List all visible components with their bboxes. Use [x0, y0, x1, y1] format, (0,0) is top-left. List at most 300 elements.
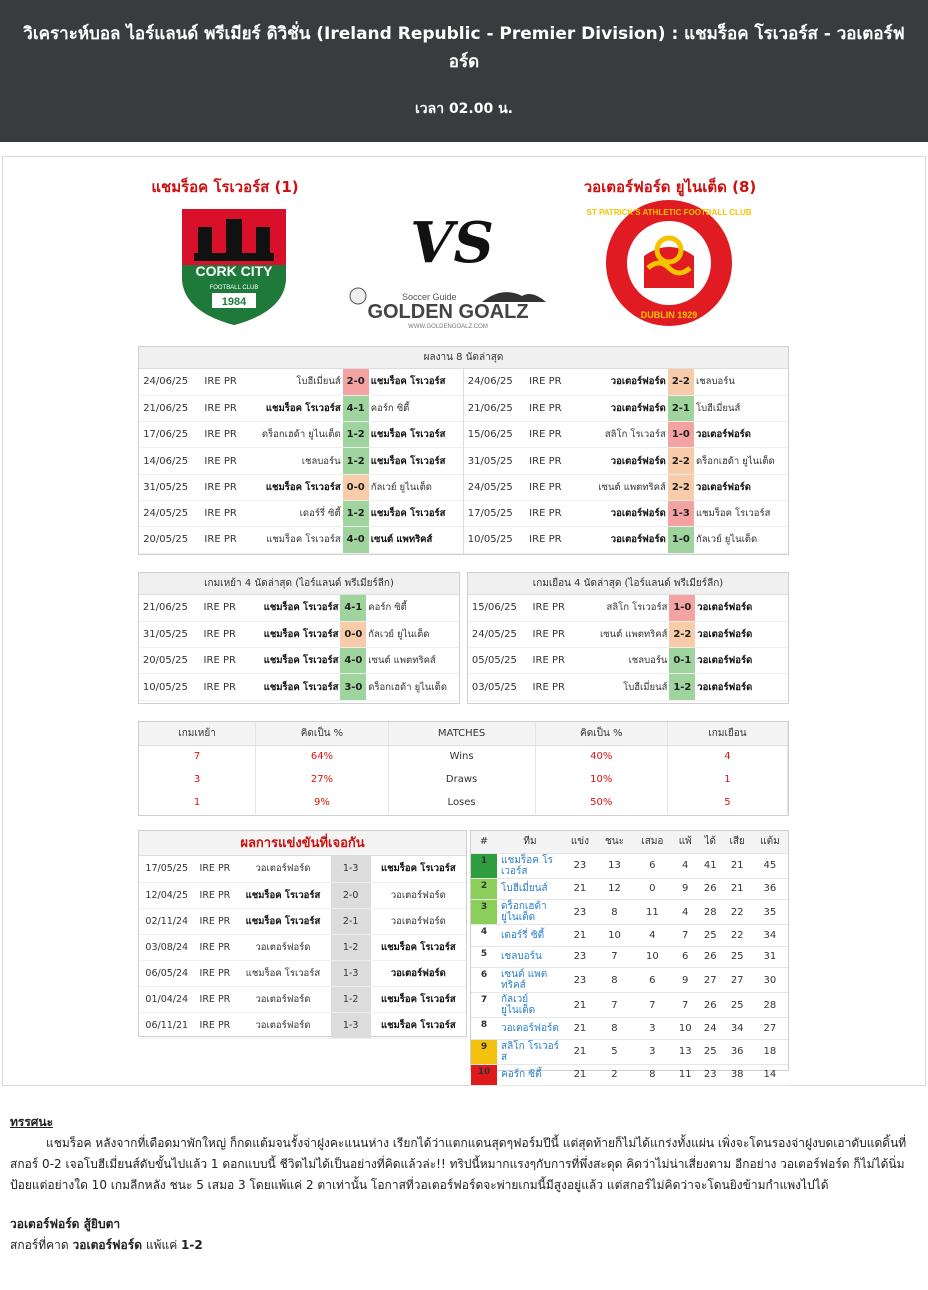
h2h-date: 06/05/24: [139, 960, 195, 986]
h2h-league: IRE PR: [195, 986, 236, 1012]
last8-home-table: [139, 369, 463, 554]
result-row: [464, 448, 789, 474]
league-cell-p: 21: [563, 1018, 597, 1040]
match-score: 2-2: [668, 474, 694, 500]
match-score: 1-2: [669, 674, 695, 700]
result-row: [139, 674, 459, 700]
h2h-league: IRE PR: [195, 960, 236, 986]
league-header-cell: ชนะ: [597, 831, 632, 853]
league-cell-l: 9: [673, 968, 698, 993]
match-date: 10/05/25: [464, 527, 517, 553]
result-row: [139, 648, 459, 674]
away-team: แชมร็อค โรเวอร์ส: [369, 369, 463, 395]
league-row: [471, 853, 788, 878]
h2h-date: 01/04/24: [139, 986, 195, 1012]
away-team: ดร็อกเฮด้า ยูไนเต็ด: [694, 448, 788, 474]
league-team: เซนต์ แพตทริคส์: [497, 968, 563, 993]
league-cell-w: 12: [597, 878, 632, 900]
match-score: 2-2: [669, 621, 695, 647]
match-score: 0-0: [343, 474, 369, 500]
match-date: 24/05/25: [139, 500, 192, 526]
league-cell-d: 6: [632, 853, 673, 878]
away-team: แชมร็อค โรเวอร์ส: [369, 422, 463, 448]
h2h-home: วอเตอร์ฟอร์ด: [235, 934, 330, 960]
league-cell-pts: 28: [752, 993, 788, 1018]
league-position: 3: [471, 900, 497, 925]
league-cell-d: 7: [632, 993, 673, 1018]
kickoff-time: เวลา 02.00 น.: [414, 101, 513, 117]
result-row: [464, 395, 789, 421]
home-team: โบฮีเมี่ยนส์: [249, 369, 343, 395]
league-position: 1: [471, 853, 497, 878]
stats-cell: 7: [139, 745, 256, 768]
home-team: เซนต์ แพตทริคส์: [577, 621, 670, 647]
svg-text:GOLDEN GOALZ: GOLDEN GOALZ: [367, 301, 529, 323]
league-position: 2: [471, 878, 497, 900]
h2h-score: 1-3: [331, 856, 371, 882]
league-code: IRE PR: [192, 369, 249, 395]
stats-header-cell: เกมเหย้า: [139, 722, 256, 745]
h2h-league: IRE PR: [195, 856, 236, 882]
golden-goalz-logo: [332, 284, 564, 334]
league-team: กัลเวย์ ยูไนเต็ด: [497, 993, 563, 1018]
league-position: 8: [471, 1018, 497, 1040]
away-team: เซนต์ แพตทริคส์: [366, 648, 459, 674]
home-team: วอเตอร์ฟอร์ด: [574, 527, 668, 553]
match-date: 24/05/25: [464, 474, 517, 500]
league-row: [471, 1064, 788, 1086]
home-team: เซนต์ แพตทริคส์: [574, 474, 668, 500]
home-team: เชลบอร์น: [577, 648, 670, 674]
league-cell-pts: 35: [752, 900, 788, 925]
league-code: IRE PR: [192, 395, 249, 421]
away-team: กัลเวย์ ยูไนเต็ด: [694, 527, 788, 553]
league-code: IRE PR: [192, 474, 249, 500]
league-cell-w: 10: [597, 925, 632, 947]
league-code: IRE PR: [517, 448, 574, 474]
league-cell-l: 7: [673, 925, 698, 947]
league-table-panel: [470, 830, 789, 1081]
match-score: 0-0: [340, 621, 366, 647]
match-date: 20/05/25: [139, 527, 192, 553]
league-code: IRE PR: [517, 527, 574, 553]
h2h-row: [139, 856, 466, 882]
h2h-league: IRE PR: [195, 934, 236, 960]
league-cell-p: 23: [563, 900, 597, 925]
league-code: IRE PR: [517, 422, 574, 448]
league-cell-d: 3: [632, 1018, 673, 1040]
league-code: IRE PR: [192, 500, 249, 526]
league-header-cell: ทีม: [497, 831, 563, 853]
match-date: 24/05/25: [468, 621, 521, 647]
h2h-row: [139, 934, 466, 960]
predicted-score: สกอร์ที่คาด วอเตอร์ฟอร์ด แพ้แค่ 1-2: [10, 1238, 203, 1252]
league-cell-l: 9: [673, 878, 698, 900]
stats-header-cell: คิดเป็น %: [535, 722, 667, 745]
svg-text:ST PATRICK'S ATHLETIC FOOTBALL: ST PATRICK'S ATHLETIC FOOTBALL CLUB: [586, 208, 752, 217]
stats-cell: 10%: [535, 768, 667, 791]
match-date: 03/05/25: [468, 674, 521, 700]
league-cell-gf: 25: [698, 1039, 723, 1064]
league-code: IRE PR: [521, 621, 577, 647]
league-position: 10: [471, 1064, 497, 1086]
match-score: 1-0: [668, 527, 694, 553]
league-header-row: [471, 831, 788, 853]
league-code: IRE PR: [521, 674, 577, 700]
league-cell-w: 8: [597, 900, 632, 925]
h2h-away: แชมร็อค โรเวอร์ส: [371, 1012, 466, 1038]
result-row: [139, 621, 459, 647]
away-team: วอเตอร์ฟอร์ด: [695, 621, 788, 647]
home-team: แชมร็อค โรเวอร์ส: [248, 621, 341, 647]
away-team-name: วอเตอร์ฟอร์ด ยูไนเต็ด (8): [583, 178, 757, 196]
league-header-cell: แพ้: [673, 831, 698, 853]
league-team: เดอร์รี่ ซิตี้: [497, 925, 563, 947]
match-date: 24/06/25: [464, 369, 517, 395]
home-team: วอเตอร์ฟอร์ด: [574, 369, 668, 395]
league-cell-gf: 28: [698, 900, 723, 925]
away-team: คอร์ก ซิตี้: [369, 395, 463, 421]
league-code: IRE PR: [192, 422, 249, 448]
match-score: 2-2: [668, 369, 694, 395]
last8-caption: ผลงาน 8 นัดล่าสุด: [139, 347, 788, 369]
stats-cell: 9%: [256, 791, 388, 814]
h2h-home: วอเตอร์ฟอร์ด: [235, 856, 330, 882]
league-cell-w: 8: [597, 968, 632, 993]
league-cell-d: 8: [632, 1064, 673, 1086]
stats-header-cell: เกมเยือน: [667, 722, 787, 745]
league-position: 6: [471, 968, 497, 993]
league-cell-ga: 36: [723, 1039, 752, 1064]
result-row: [464, 474, 789, 500]
league-code: IRE PR: [192, 674, 248, 700]
result-row: [139, 527, 463, 553]
home-team: โบฮีเมี่ยนส์: [577, 674, 670, 700]
league-cell-l: 6: [673, 946, 698, 968]
away-team: เชลบอร์น: [694, 369, 788, 395]
match-date: 31/05/25: [139, 621, 192, 647]
h2h-caption: ผลการแข่งขันที่เจอกัน: [139, 831, 466, 856]
result-row: [468, 621, 788, 647]
match-score: 4-0: [340, 648, 366, 674]
match-date: 20/05/25: [139, 648, 192, 674]
stats-cell: 1: [667, 768, 787, 791]
league-header-cell: เสีย: [723, 831, 752, 853]
svg-text:WWW.GOLDENGOALZ.COM: WWW.GOLDENGOALZ.COM: [408, 324, 488, 330]
league-code: IRE PR: [521, 648, 577, 674]
league-code: IRE PR: [517, 395, 574, 421]
match-date: 15/06/25: [468, 595, 521, 621]
away-team: วอเตอร์ฟอร์ด: [695, 595, 788, 621]
league-cell-gf: 26: [698, 993, 723, 1018]
league-cell-gf: 25: [698, 925, 723, 947]
last4-away-table: [468, 595, 788, 701]
home-team: วอเตอร์ฟอร์ด: [574, 395, 668, 421]
last8-away-table: [464, 369, 789, 554]
league-code: IRE PR: [517, 474, 574, 500]
h2h-away: แชมร็อค โรเวอร์ส: [371, 856, 466, 882]
stats-header-cell: MATCHES: [388, 722, 535, 745]
analysis-body: แชมร็อค หลังจากที่เดือดมาพักใหญ่ ก็กดแต้มจนรั้งจ่าฝูงคะแนนห่าง เรียกได้ว่าแตกแดนสุดๆฟอร์มปีนี้ แต่สุดท้ายก็ไม่ได้แกร่งทั้งแผ่น เพิ่งจะโดนรองจ่าฝูงบดเอาดับแดดิ้นที่สกอร์ 0-2 เจอโบฮีเมี่ยนส์ดับขั้นไปแล้ว 1 ดอกแบบนี้ ชีวิตไม่ได้เป็นอย่างที่คิดแล้วล่ะ!! ทริปนี้หมากแรงๆกับการที่พึ่งสะดุด คิดว่าไม่น่าเสี่ยงตาม อีกอย่าง วอเตอร์ฟอร์ด ก็ไม่ได้นิ่มป้อยแต่อย่างใด 10 เกมลีกหลัง ชนะ 5 เสมอ 3 โดยแพ้แค่ 2 ตาเท่านั้น โอกาสที่วอเตอร์ฟอร์ดจะพ่ายเกมนี้มีสูงอยู่แล้ว แต่สกอร์ไม่คิดว่าจะโดนยิงข้ามกำแพงไปได้: [10, 1136, 907, 1192]
stats-cell: Loses: [388, 791, 535, 814]
svg-text:1984: 1984: [221, 296, 247, 308]
league-cell-gf: 23: [698, 1064, 723, 1086]
analysis-pick: วอเตอร์ฟอร์ด สู้ยิบตา: [10, 1217, 121, 1231]
result-row: [464, 422, 789, 448]
league-cell-l: 13: [673, 1039, 698, 1064]
h2h-score: 1-2: [331, 986, 371, 1012]
h2h-away: วอเตอร์ฟอร์ด: [371, 960, 466, 986]
league-cell-ga: 38: [723, 1064, 752, 1086]
away-team: กัลเวย์ ยูไนเต็ด: [369, 474, 463, 500]
league-position: 7: [471, 993, 497, 1018]
h2h-row: [139, 908, 466, 934]
match-date: 24/06/25: [139, 369, 192, 395]
league-cell-p: 23: [563, 946, 597, 968]
result-row: [139, 422, 463, 448]
stats-header-cell: คิดเป็น %: [256, 722, 388, 745]
league-cell-d: 10: [632, 946, 673, 968]
home-team: สลิโก โรเวอร์ส: [574, 422, 668, 448]
league-cell-p: 21: [563, 993, 597, 1018]
match-score: 0-1: [669, 648, 695, 674]
analysis-section: [10, 1112, 914, 1256]
league-cell-pts: 31: [752, 946, 788, 968]
match-date: 21/06/25: [464, 395, 517, 421]
league-cell-d: 4: [632, 925, 673, 947]
svg-text:VS: VS: [410, 210, 494, 276]
h2h-date: 03/08/24: [139, 934, 195, 960]
stats-cell: 3: [139, 768, 256, 791]
league-cell-p: 21: [563, 1039, 597, 1064]
home-team: ดร็อกเฮด้า ยูไนเต็ด: [249, 422, 343, 448]
match-score: 1-2: [343, 422, 369, 448]
match-score: 1-3: [668, 500, 694, 526]
home-team: แชมร็อค โรเวอร์ส: [248, 648, 341, 674]
league-code: IRE PR: [517, 369, 574, 395]
svg-text:Soccer Guide: Soccer Guide: [402, 292, 457, 302]
league-code: IRE PR: [521, 595, 577, 621]
league-cell-ga: 22: [723, 900, 752, 925]
result-row: [464, 527, 789, 553]
league-code: IRE PR: [192, 648, 248, 674]
away-team: เซนต์ แพทริคส์: [369, 527, 463, 553]
match-score: 1-2: [343, 500, 369, 526]
h2h-home: แชมร็อค โรเวอร์ส: [235, 908, 330, 934]
league-code: IRE PR: [192, 448, 249, 474]
match-score: 3-0: [340, 674, 366, 700]
match-date: 14/06/25: [139, 448, 192, 474]
stats-panel: [138, 721, 789, 816]
stats-table: [139, 722, 788, 814]
away-team: กัลเวย์ ยูไนเต็ด: [366, 621, 459, 647]
h2h-score: 1-2: [331, 934, 371, 960]
match-score: 2-1: [668, 395, 694, 421]
league-code: IRE PR: [517, 500, 574, 526]
league-position: 5: [471, 946, 497, 968]
h2h-away: วอเตอร์ฟอร์ด: [371, 882, 466, 908]
league-cell-l: 4: [673, 853, 698, 878]
svg-text:CORK CITY: CORK CITY: [195, 263, 273, 279]
league-cell-d: 0: [632, 878, 673, 900]
result-row: [464, 500, 789, 526]
league-cell-w: 2: [597, 1064, 632, 1086]
league-cell-pts: 18: [752, 1039, 788, 1064]
league-cell-pts: 34: [752, 925, 788, 947]
league-cell-d: 6: [632, 968, 673, 993]
h2h-row: [139, 882, 466, 908]
away-team: วอเตอร์ฟอร์ด: [694, 422, 788, 448]
match-date: 21/06/25: [139, 595, 192, 621]
svg-text:DUBLIN 1929: DUBLIN 1929: [640, 310, 698, 320]
h2h-away: แชมร็อค โรเวอร์ส: [371, 934, 466, 960]
stats-cell: 50%: [535, 791, 667, 814]
match-date: 17/06/25: [139, 422, 192, 448]
match-date: 10/05/25: [139, 674, 192, 700]
league-team: ดร็อกเฮด้า ยูไนเต็ด: [497, 900, 563, 925]
away-team-logo: [586, 198, 752, 328]
league-cell-gf: 41: [698, 853, 723, 878]
h2h-date: 12/04/25: [139, 882, 195, 908]
vs-graphic: [410, 210, 494, 276]
match-score: 1-0: [668, 422, 694, 448]
stats-cell: 5: [667, 791, 787, 814]
h2h-home: แชมร็อค โรเวอร์ส: [235, 960, 330, 986]
last4-home-table: [139, 595, 459, 701]
home-team: วอเตอร์ฟอร์ด: [574, 500, 668, 526]
h2h-row: [139, 960, 466, 986]
league-row: [471, 1018, 788, 1040]
h2h-row: [139, 986, 466, 1012]
h2h-league: IRE PR: [195, 882, 236, 908]
league-cell-l: 7: [673, 993, 698, 1018]
match-score: 4-1: [343, 395, 369, 421]
svg-text:FOOTBALL CLUB: FOOTBALL CLUB: [209, 285, 259, 291]
h2h-away: แชมร็อค โรเวอร์ส: [371, 986, 466, 1012]
away-team: แชมร็อค โรเวอร์ส: [694, 500, 788, 526]
h2h-home: วอเตอร์ฟอร์ด: [235, 1012, 330, 1038]
league-code: IRE PR: [192, 527, 249, 553]
home-team: แชมร็อค โรเวอร์ส: [248, 595, 341, 621]
league-cell-w: 7: [597, 946, 632, 968]
h2h-away: วอเตอร์ฟอร์ด: [371, 908, 466, 934]
h2h-panel: [138, 830, 467, 1037]
league-cell-gf: 26: [698, 878, 723, 900]
league-cell-pts: 14: [752, 1064, 788, 1086]
league-cell-p: 21: [563, 878, 597, 900]
h2h-home: วอเตอร์ฟอร์ด: [235, 986, 330, 1012]
h2h-score: 1-3: [331, 1012, 371, 1038]
league-row: [471, 925, 788, 947]
home-team-name: แชมร็อค โรเวอร์ส (1): [151, 178, 299, 196]
league-cell-gf: 26: [698, 946, 723, 968]
stats-row: [139, 768, 788, 791]
match-score: 2-2: [668, 448, 694, 474]
away-team: วอเตอร์ฟอร์ด: [695, 674, 788, 700]
league-cell-l: 11: [673, 1064, 698, 1086]
league-cell-gf: 24: [698, 1018, 723, 1040]
home-team: แชมร็อค โรเวอร์ส: [249, 527, 343, 553]
league-cell-w: 13: [597, 853, 632, 878]
league-cell-w: 8: [597, 1018, 632, 1040]
league-header-cell: แต้ม: [752, 831, 788, 853]
away-team: วอเตอร์ฟอร์ด: [695, 648, 788, 674]
league-code: IRE PR: [192, 595, 248, 621]
home-team: แชมร็อค โรเวอร์ส: [248, 674, 341, 700]
league-header-cell: #: [471, 831, 497, 853]
league-team: เชลบอร์น: [497, 946, 563, 968]
stats-cell: 40%: [535, 745, 667, 768]
league-code: IRE PR: [192, 621, 248, 647]
home-team-logo: [174, 203, 294, 327]
stats-row: [139, 745, 788, 768]
last4-away-caption: เกมเยือน 4 นัดล่าสุด (ไอร์แลนด์ พรีเมียร์ลีก): [468, 573, 788, 595]
league-cell-ga: 21: [723, 878, 752, 900]
league-cell-d: 11: [632, 900, 673, 925]
h2h-table: [139, 856, 466, 1039]
away-team: แชมร็อค โรเวอร์ส: [369, 448, 463, 474]
league-cell-p: 21: [563, 1064, 597, 1086]
match-date: 05/05/25: [468, 648, 521, 674]
league-team: โบฮีเมี่ยนส์: [497, 878, 563, 900]
stats-cell: Draws: [388, 768, 535, 791]
league-cell-l: 10: [673, 1018, 698, 1040]
league-cell-l: 4: [673, 900, 698, 925]
away-team: คอร์ก ซิตี้: [366, 595, 459, 621]
league-cell-ga: 22: [723, 925, 752, 947]
last4-away-panel: [467, 572, 789, 704]
league-cell-pts: 30: [752, 968, 788, 993]
h2h-date: 06/11/21: [139, 1012, 195, 1038]
league-cell-d: 3: [632, 1039, 673, 1064]
away-team: โบฮีเมี่ยนส์: [694, 395, 788, 421]
league-team: สลิโก โรเวอร์ส: [497, 1039, 563, 1064]
h2h-date: 02/11/24: [139, 908, 195, 934]
match-score: 1-0: [669, 595, 695, 621]
league-row: [471, 900, 788, 925]
away-team: แชมร็อค โรเวอร์ส: [369, 500, 463, 526]
result-row: [464, 369, 789, 395]
stats-cell: 4: [667, 745, 787, 768]
league-cell-w: 5: [597, 1039, 632, 1064]
h2h-score: 2-0: [331, 882, 371, 908]
result-row: [139, 448, 463, 474]
h2h-league: IRE PR: [195, 908, 236, 934]
league-row: [471, 968, 788, 993]
result-row: [139, 474, 463, 500]
league-cell-ga: 25: [723, 946, 752, 968]
last4-home-caption: เกมเหย้า 4 นัดล่าสุด (ไอร์แลนด์ พรีเมียร์ลีก): [139, 573, 459, 595]
page-header: [0, 0, 928, 142]
result-row: [468, 674, 788, 700]
result-row: [139, 395, 463, 421]
last4-home-panel: [138, 572, 460, 704]
h2h-score: 2-1: [331, 908, 371, 934]
league-row: [471, 946, 788, 968]
away-team: ดร็อกเฮด้า ยูไนเต็ด: [366, 674, 459, 700]
away-team: วอเตอร์ฟอร์ด: [694, 474, 788, 500]
league-cell-p: 23: [563, 853, 597, 878]
league-cell-ga: 27: [723, 968, 752, 993]
match-date: 21/06/25: [139, 395, 192, 421]
h2h-home: แชมร็อค โรเวอร์ส: [235, 882, 330, 908]
league-cell-p: 23: [563, 968, 597, 993]
h2h-date: 17/05/25: [139, 856, 195, 882]
result-row: [468, 595, 788, 621]
league-row: [471, 1039, 788, 1064]
stats-header-row: [139, 722, 788, 745]
h2h-row: [139, 1012, 466, 1038]
